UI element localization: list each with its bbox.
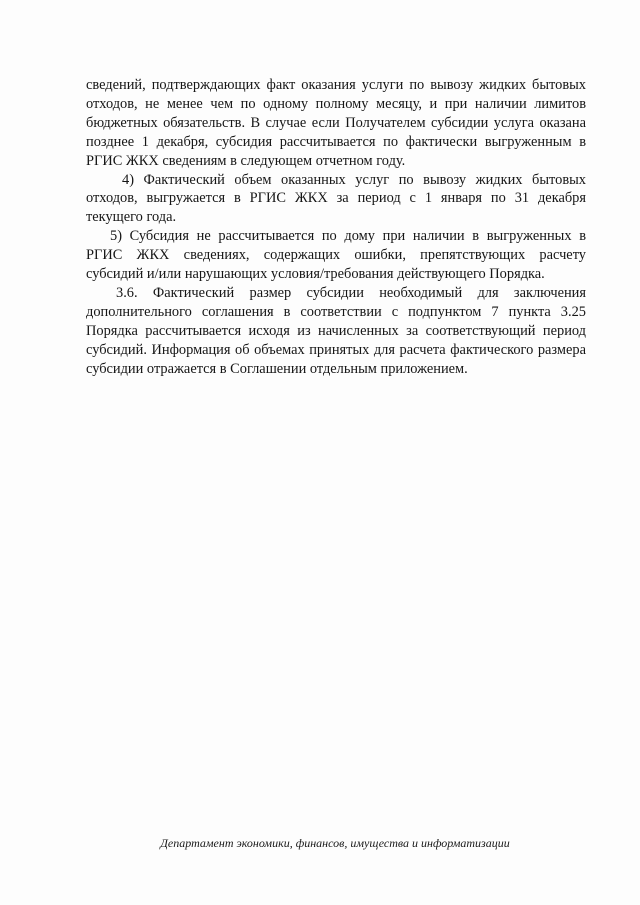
paragraph-continuation: [86, 76, 586, 171]
footer-department: Департамент экономики, финансов, имущества и информатизации: [160, 836, 510, 850]
text-line: РГИС ЖКХ сведениям в следующем отчетном году.: [86, 152, 406, 169]
text-line: бюджетных обязательств. В случае если Получателем субсидии услуга оказана: [86, 114, 586, 131]
text-line: 5) Субсидия не рассчитывается по дому при наличии в выгруженных в: [110, 228, 586, 245]
text-line: субсидии отражается в Соглашении отдельным приложением.: [86, 360, 468, 377]
text-line: текущего года.: [86, 209, 177, 226]
text-line: субсидий и/или нарушающих условия/требования действующего Порядка.: [86, 266, 545, 283]
paragraph-item-4: [86, 171, 586, 228]
text-line: отходов, не менее чем по одному полному месяцу, и при наличии лимитов: [86, 95, 586, 112]
document-body: [86, 76, 586, 379]
text-line: отходов, выгружается в РГИС ЖКХ за период с 1 января по 31 декабря: [86, 190, 586, 207]
text-line: Порядка рассчитывается исходя из начисленных за соответствующий период: [86, 322, 586, 339]
text-line: 4) Фактический объем оказанных услуг по вывозу жидких бытовых: [122, 171, 586, 188]
text-line: РГИС ЖКХ сведениях, содержащих ошибки, препятствующих расчету: [86, 247, 586, 264]
text-line: сведений, подтверждающих факт оказания услуги по вывозу жидких бытовых: [86, 77, 586, 93]
paragraph-item-5: [86, 227, 586, 284]
text-line: субсидий. Информация об объемах принятых для расчета фактического размера: [86, 341, 586, 358]
text-line: позднее 1 декабря, субсидия рассчитывается по фактически выгруженным в: [86, 133, 586, 150]
paragraph-section-3-6: [86, 284, 586, 379]
text-line: дополнительного соглашения в соответствии с подпунктом 7 пункта 3.25: [86, 303, 586, 320]
text-line: 3.6. Фактический размер субсидии необходимый для заключения: [116, 284, 586, 301]
